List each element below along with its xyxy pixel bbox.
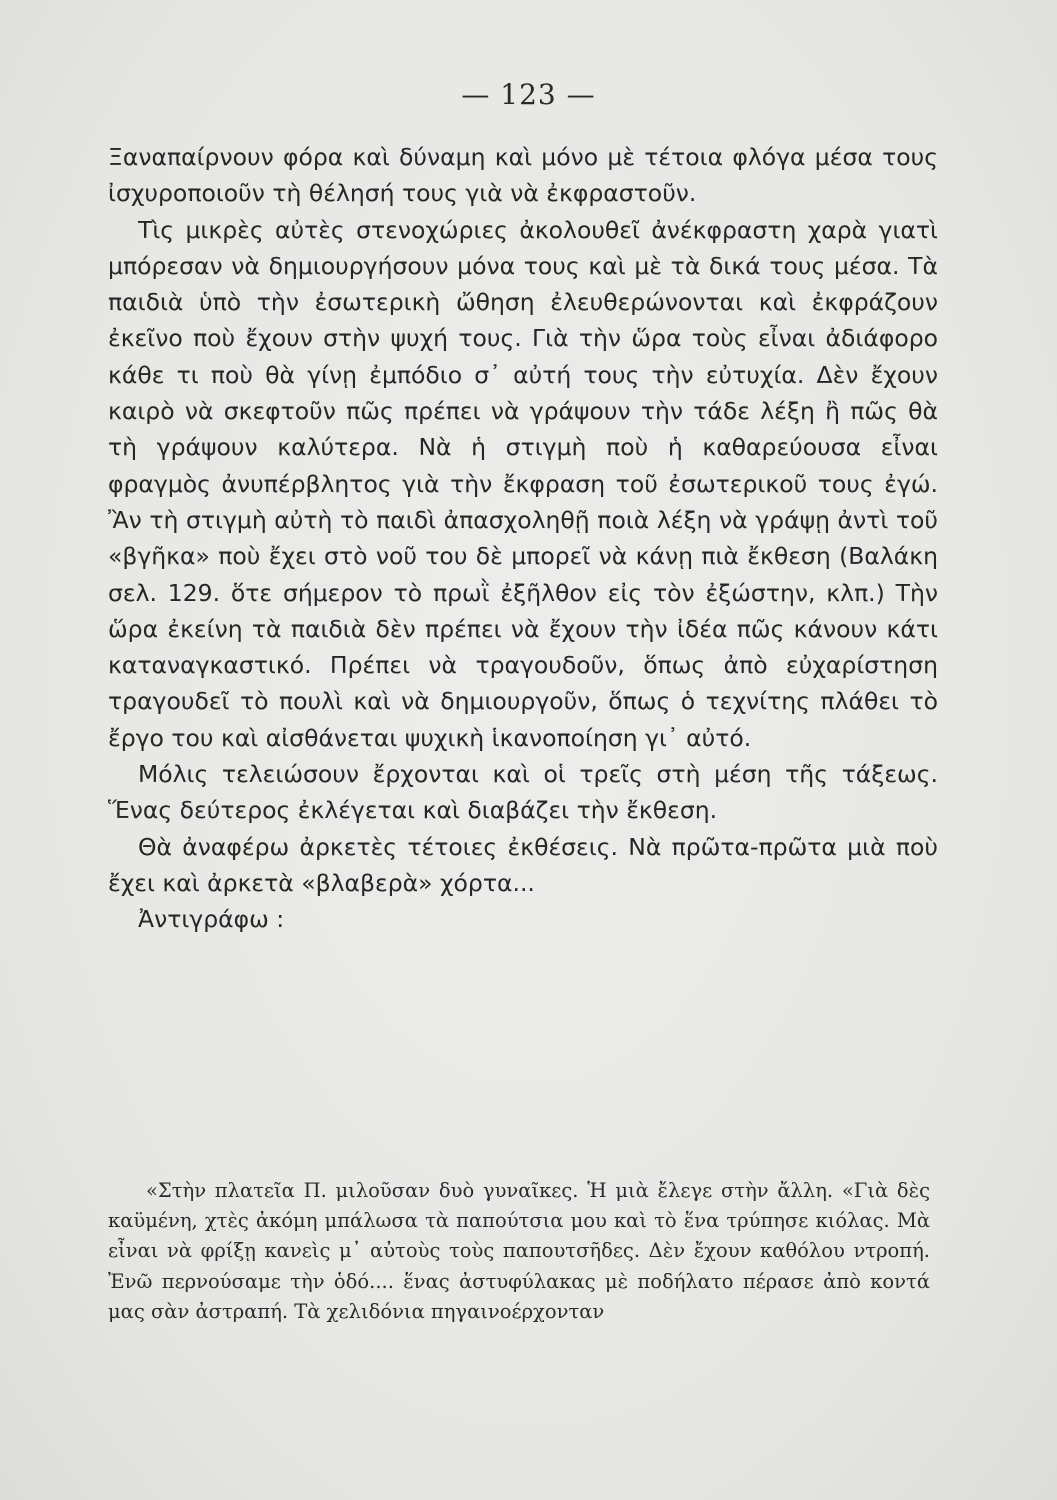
paragraph-3: Μόλις τελειώσουν ἔρχονται καὶ οἱ τρεῖς στὴ μέση τῆς τάξεως. Ἕνας δεύτερος ἐκλέγεται καὶ διαβάζει τὴν ἔκθεση.: [108, 760, 938, 825]
paragraph-2: Τὶς μικρὲς αὐτὲς στενοχώριες ἀκολουθεῖ ἀνέκφραστη χαρὰ γιατὶ μπόρεσαν νὰ δημιουργήσουν μόνα τους καὶ μὲ τὰ δικά τους μέσα. Τὰ παιδιὰ ὑπὸ τὴν ἐσωτερικὴ ὤθηση ἐλευθερώνονται καὶ ἐκφράζουν ἐκεῖνο ποὺ ἔχουν στὴν ψυχή τους. Γιὰ τὴν ὥρα τοὺς εἶναι ἀδιάφορο κάθε τι ποὺ θὰ γίνῃ ἐμπόδιο σ᾽ αὐτή τους τὴν εὐτυχία. Δὲν ἔχουν καιρὸ νὰ σκεφτοῦν πῶς πρέπει νὰ γράψουν τὴν τάδε λέξη ἢ πῶς θὰ τὴ γράψουν καλύτερα. Νὰ ἡ στιγμὴ ποὺ ἡ καθαρεύουσα εἶναι φραγμὸς ἀνυπέρβλητος γιὰ τὴν ἔκφραση τοῦ ἐσωτερικοῦ τους ἐγώ. Ἂν τὴ στιγμὴ αὐτὴ τὸ παιδὶ ἀπασχοληθῇ ποιὰ λέξη νὰ γράψῃ ἀντὶ τοῦ «βγῆκα» ποὺ ἔχει στὸ νοῦ του δὲ μπορεῖ νὰ κάνῃ πιὰ ἔκθεση (Βαλάκη σελ. 129. ὅτε σήμερον τὸ πρωῒ ἐξῆλθον εἰς τὸν ἐξώστην, κλπ.) Τὴν ὥρα ἐκείνη τὰ παιδιὰ δὲν πρέπει νὰ ἔχουν τὴν ἰδέα πῶς κάνουν κάτι καταναγκαστικό. Πρέπει νὰ τραγουδοῦν, ὅπως ἀπὸ εὐχαρίστηση τραγουδεῖ τὸ πουλὶ καὶ νὰ δημιουργοῦν, ὅπως ὁ τεχνίτης πλάθει τὸ ἔργο του καὶ αἰσθάνεται ψυχικὴ ἱκανοποίηση γι᾽ αὐτό.: [108, 215, 938, 752]
paragraph-4: Θὰ ἀναφέρω ἀρκετὲς τέτοιες ἐκθέσεις. Νὰ πρῶτα-πρῶτα μιὰ ποὺ ἔχει καὶ ἀρκετὰ «βλαβερὰ» χόρτα...: [108, 832, 938, 897]
paragraph-5: Ἀντιγράφω :: [138, 905, 285, 934]
quoted-essay: [108, 1176, 930, 1327]
paragraph-1: Ξαναπαίρνουν φόρα καὶ δύναμη καὶ μόνο μὲ τέτοια φλόγα μέσα τους ἰσχυροποιοῦν τὴ θέλησή τους γιὰ νὰ ἐκφραστοῦν.: [108, 143, 938, 208]
quote-paragraph: «Στὴν πλατεῖα Π. μιλοῦσαν δυὸ γυναῖκες. Ἡ μιὰ ἔλεγε στὴν ἄλλη. «Γιὰ δὲς καϋμένη, χτὲς ἀκόμη μπάλωσα τὰ παπούτσια μου καὶ τὸ ἕνα τρύπησε κιόλας. Μὰ εἶναι νὰ φρίξῃ κανεὶς μ᾽ αὐτοὺς τοὺς παπουτσῆδες. Δὲν ἔχουν καθόλου ντροπή. Ἐνῶ περνούσαμε τὴν ὁδό.... ἕνας ἀστυφύλακας μὲ ποδήλατο πέρασε ἀπὸ κοντά μας σὰν ἀστραπή. Τὰ χελιδόνια πηγαινοέρχονταν: [108, 1179, 930, 1323]
page-number: — 123 —: [461, 78, 596, 111]
main-text: [108, 139, 938, 938]
